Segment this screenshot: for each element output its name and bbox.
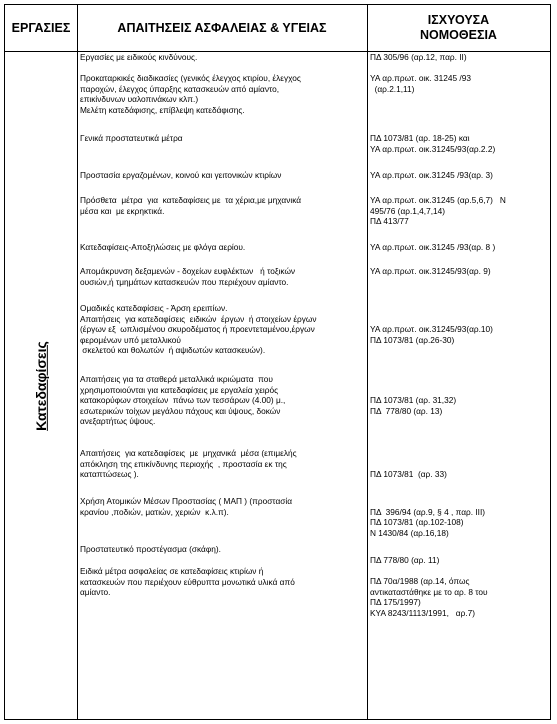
legislation-text: ΠΔ 778/80 (αρ. 11) — [370, 554, 440, 565]
category-cell — [5, 53, 77, 719]
legislation-text: ΠΔ 305/96 (αρ.12, παρ. ΙΙ) — [370, 52, 467, 62]
requirement-text: Ομαδικές κατεδαφίσεις - Άρση ερειπίων. Απαιτήσεις για κατεδαφίσεις ειδικών έργων ή στοιχείων έργων (έργων εξ ωπλισμένου σκυροδέματος ή προεντεταμένου,έργων φερομένων υπό μεταλλικού σκελετού και θολωτών ή αψιδωτών κατασκευών). — [80, 303, 317, 355]
requirement-text: Ειδικά μέτρα ασφαλείας σε κατεδαφίσεις κτιρίων ή κατασκευών που περιέχουν εύθρυπτα μονωτικά υλικά από αμίαντο. — [80, 566, 295, 597]
requirement-text: Απαιτήσεις για κατεδαφίσεις με μηχανικά μέσα (επιμελής απόκληση της επικίνδυνης περιοχής , προστασία εκ της καταπτώσεως ). — [80, 448, 297, 479]
requirement-text: Προκαταρκικές διαδικασίες (γενικός έλεγχος κτιρίου, έλεγχος παροχών, έλεγχος ύπαρξης κατασκευών από αμίαντο, επικίνδυνων υαλοπινάκων κλπ.) Μελέτη κατεδάφισης, επίβλεψη κατεδάφισης. — [80, 73, 301, 115]
legislation-text: ΥΑ αρ.πρωτ. οικ.31245/93(αρ. 9) — [370, 266, 491, 276]
column-divider — [367, 5, 368, 719]
requirement-text: Απαιτήσεις για τα σταθερά μεταλλικά ικριώματα που χρησιμοποιούνται για κατεδαφίσεις με εργαλεία χειρός κατακορύφων στοιχείων πάνω των τεσσάρων (4.00) μ., εσωτερικών τοίχων μεγάλου πάχους και ύψους, δοκών ανεξαρτήτως ύψους. — [80, 374, 286, 426]
requirement-text: Απομάκρυνση δεξαμενών - δοχείων ευφλέκτων ή τοξικών ουσιών,ή τμημάτων κατασκευών που περιέχουν αμίαντο. — [80, 266, 296, 287]
legislation-text: ΥΑ αρ.πρωτ. οικ.31245 /93(αρ. 8 ) — [370, 242, 496, 252]
requirement-text: Προστατευτικό προστέγασμα (σκάφη). — [80, 544, 221, 554]
requirement-text: Χρήση Ατομικών Μέσων Προστασίας ( ΜΑΠ ) (προστασία κρανίου ,ποδιών, ματιών, χεριών κ.λ.π). — [80, 496, 293, 517]
legislation-text: ΠΔ 1073/81 (αρ. 31,32) ΠΔ 778/80 (αρ. 13) — [370, 395, 457, 416]
legislation-text: ΠΔ 70α/1988 (αρ.14, όπως αντικαταστάθηκε με το αρ. 8 του ΠΔ 175/1997) ΚΥΑ 8243/1113/1991, αρ.7) — [370, 576, 488, 618]
header-works: ΕΡΓΑΣΙΕΣ — [11, 20, 71, 35]
legislation-text: ΠΔ 1073/81 (αρ. 18-25) και ΥΑ αρ.πρωτ. οικ.31245/93(αρ.2.2) — [370, 133, 496, 154]
requirement-text: Γενικά προστατευτικά μέτρα — [80, 133, 183, 143]
legislation-text: ΥΑ αρ.πρωτ. οικ.31245/93(αρ.10) ΠΔ 1073/81 (αρ.26-30) — [370, 324, 493, 345]
header-legislation: ΙΣΧΥΟΥΣΑ ΝΟΜΟΘΕΣΙΑ — [420, 13, 497, 42]
legislation-text: ΥΑ αρ.πρωτ. οικ.31245 /93(αρ. 3) — [370, 170, 493, 180]
requirement-text: Εργασίες με ειδικούς κινδύνους. — [80, 52, 198, 62]
category-label: Κατεδαφίσεις — [33, 341, 49, 431]
header-requirements: ΑΠΑΙΤΗΣΕΙΣ ΑΣΦΑΛΕΙΑΣ & ΥΓΕΙΑΣ — [117, 20, 327, 35]
legislation-text: ΠΔ 1073/81 (αρ. 33) — [370, 469, 447, 479]
legislation-text: ΠΔ 396/94 (αρ.9, § 4 , παρ. ΙΙΙ) ΠΔ 1073/81 (αρ.102-108) Ν 1430/84 (αρ.16,18) — [370, 506, 486, 538]
legislation-text: ΥΑ αρ.πρωτ. οικ. 31245 /93 (αρ.2.1,11) — [370, 73, 471, 94]
column-divider — [77, 5, 78, 719]
requirement-text: Προστασία εργαζομένων, κοινού και γειτονικών κτιρίων — [80, 170, 282, 180]
legislation-text: ΥΑ αρ.πρωτ. οικ.31245 (αρ.5,6,7) Ν 495/76 (αρ.1,4,7,14) ΠΔ 413/77 — [370, 195, 506, 226]
requirement-text: Πρόσθετα μέτρα για κατεδαφίσεις με τα χέρια,με μηχανικά μέσα και με εκρηκτικά. — [80, 195, 302, 216]
requirement-text: Κατεδαφίσεις-Αποξηλώσεις με φλόγα αερίου. — [80, 242, 246, 252]
